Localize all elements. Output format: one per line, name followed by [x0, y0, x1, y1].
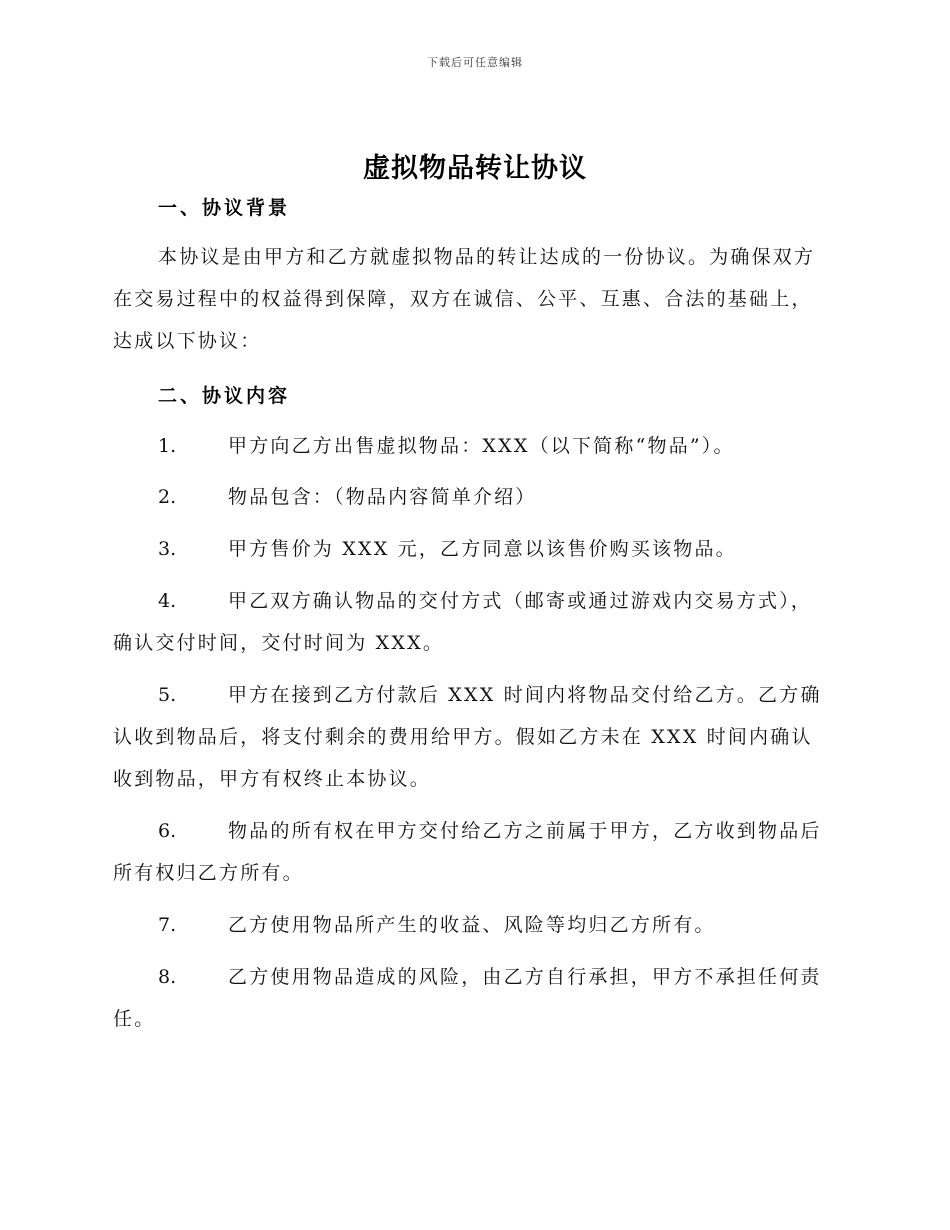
clause-number: 3.: [158, 538, 177, 560]
clause-number: 5.: [158, 684, 177, 706]
clause-number: 6.: [158, 820, 177, 842]
clause-number: 1.: [158, 435, 177, 457]
paragraph-line: 在交易过程中的权益得到保障，双方在诚信、公平、互惠、合法的基础上，: [113, 288, 813, 310]
clause-text: 甲乙双方确认物品的交付方式（邮寄或通过游戏内交易方式），: [228, 590, 813, 612]
clause-text: 物品包含：（物品内容简单介绍）: [228, 486, 537, 508]
background-paragraph: [113, 236, 843, 362]
clause-number: 7.: [158, 914, 177, 936]
document-title: 虚拟物品转让协议: [363, 153, 587, 184]
clause-text: 甲方售价为 XXX 元，乙方同意以该售价购买该物品。: [228, 538, 737, 560]
clause-line: 任。: [113, 1008, 156, 1030]
clause-line: 认收到物品后，将支付剩余的费用给甲方。假如乙方未在 XXX 时间内确认: [113, 726, 813, 748]
clause-line: 收到物品，甲方有权终止本协议。: [113, 768, 432, 790]
clause-line: [113, 810, 843, 852]
clause-text: 甲方向乙方出售虚拟物品：XXX（以下简称“物品”）。: [228, 435, 735, 457]
clause-1: [113, 425, 843, 467]
paragraph-line: 本协议是由甲方和乙方就虚拟物品的转让达成的一份协议。为确保双方: [158, 246, 816, 268]
clause-line: 确认交付时间，交付时间为 XXX。: [113, 632, 445, 654]
clause-line: [113, 425, 843, 467]
clause-text: 乙方使用物品造成的风险，由乙方自行承担，甲方不承担任何责: [228, 966, 822, 988]
clause-line: [113, 476, 843, 518]
clause-4: [113, 580, 843, 664]
clause-number: 8.: [158, 966, 177, 988]
clause-line: 所有权归乙方所有。: [113, 862, 304, 884]
header-note: 下载后可任意编辑: [427, 56, 523, 69]
paragraph-line: 达成以下协议：: [113, 330, 262, 352]
section-heading-content: 二、协议内容: [158, 385, 291, 407]
clause-line: [113, 674, 843, 716]
clause-7: [113, 904, 843, 946]
clause-line: [113, 528, 843, 570]
section-heading-background: 一、协议背景: [158, 197, 291, 219]
clause-number: 2.: [158, 486, 177, 508]
clause-line: [113, 904, 843, 946]
clause-3: [113, 528, 843, 570]
clause-text: 物品的所有权在甲方交付给乙方之前属于甲方，乙方收到物品后: [228, 820, 822, 842]
clause-text: 乙方使用物品所产生的收益、风险等均归乙方所有。: [228, 914, 716, 936]
clause-line: [113, 580, 843, 622]
clause-text: 甲方在接到乙方付款后 XXX 时间内将物品交付给乙方。乙方确: [228, 684, 822, 706]
clause-number: 4.: [158, 590, 177, 612]
clause-2: [113, 476, 843, 518]
clause-line: [113, 956, 843, 998]
clause-5: [113, 674, 843, 800]
clause-6: [113, 810, 843, 894]
clause-8: [113, 956, 843, 1040]
